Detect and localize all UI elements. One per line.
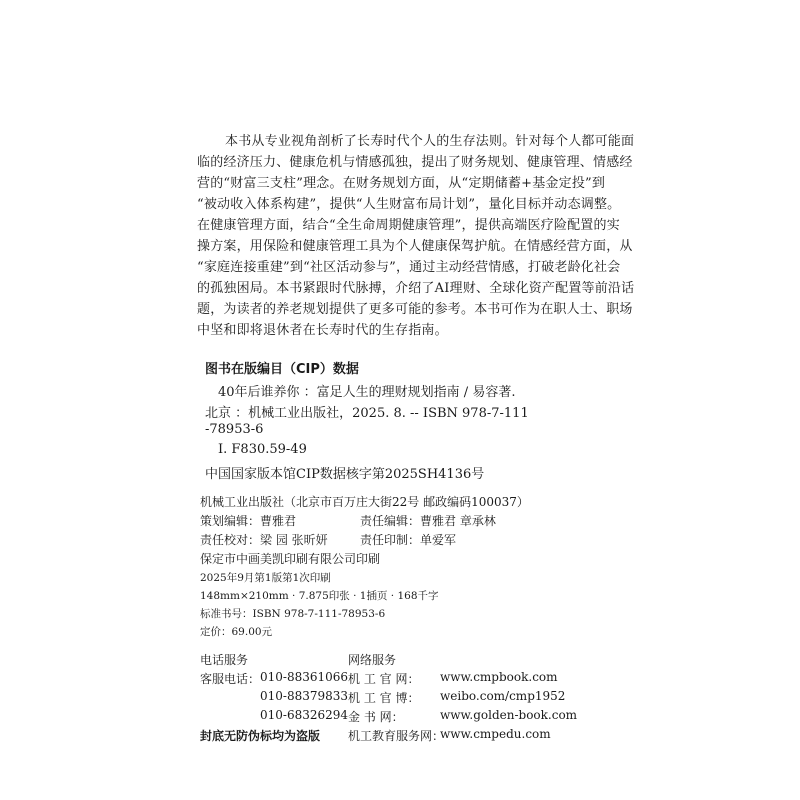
responsible-editor: 责任编辑：曹雅君 章承林 (360, 514, 496, 528)
web-link: www.cmpbook.com (440, 670, 558, 684)
web-label: 机 工 官 博： (348, 691, 420, 705)
phone-number: 010-88379833 (260, 689, 349, 703)
anti-counterfeit-notice: 封底无防伪标均为盗版 (200, 729, 321, 743)
summary-line: 操方案，用保险和健康管理工具为个人健康保驾护航。在情感经营方面，从 (197, 239, 633, 254)
phone-number: 010-68326294 (260, 708, 349, 722)
format-info: 148mm×210mm · 7.875印张 · 1插页 · 168千字 (200, 590, 439, 602)
cip-record-number: 中国国家版本馆CIP数据核字第2025SH4136号 (205, 467, 485, 482)
summary-line: 中坚和即将退休者在长寿时代的生存指南。 (197, 323, 448, 338)
edition-info: 2025年9月第1版第1次印刷 (200, 572, 331, 584)
summary-line: “被动收入体系构建”，提供“人生财富布局计划”，量化目标并动态调整。 (197, 197, 621, 212)
isbn: 标准书号：ISBN 978-7-111-78953-6 (200, 608, 386, 620)
printer: 保定市中画美凯印刷有限公司印刷 (200, 552, 381, 566)
publisher-name: 机械工业出版社（北京市百万庄大街22号 邮政编码100037） (200, 495, 529, 509)
web-label: 机工教育服务网： (348, 729, 445, 743)
cip-line: 北京 ：机械工业出版社，2025. 8. -- ISBN 978-7-111 (205, 406, 529, 421)
summary-line: 题，为读者的养老规划提供了更多可能的参考。本书可作为在职人士、职场 (197, 302, 633, 317)
print-manager: 责任印制：单爱军 (360, 533, 457, 547)
summary-line: 临的经济压力、健康危机与情感孤独，提出了财务规划、健康管理、情感经 (197, 155, 633, 170)
phone-service-heading: 电话服务 (200, 653, 249, 667)
web-link: www.cmpedu.com (440, 727, 551, 741)
cip-line: -78953-6 (205, 422, 264, 437)
summary-line: “家庭连接重建”到“社区活动参与”，通过主动经营情感，打破老龄化社会 (197, 260, 621, 275)
web-label: 金 书 网： (348, 710, 404, 724)
proofreader: 责任校对：梁 园 张昕妍 (200, 533, 328, 547)
cip-heading: 图书在版编目（CIP）数据 (205, 362, 359, 377)
cip-line: 40年后谁养你 ：富足人生的理财规划指南 / 易容著. (218, 385, 516, 400)
phone-number: 010-88361066 (260, 670, 349, 684)
web-link: weibo.com/cmp1952 (440, 689, 566, 703)
summary-line: 本书从专业视角剖析了长寿时代个人的生存法则。针对每个人都可能面 (225, 134, 635, 149)
price: 定价：69.00元 (200, 626, 273, 638)
cip-classification: Ⅰ. F830.59-49 (218, 442, 307, 457)
network-service-heading: 网络服务 (348, 653, 397, 667)
summary-line: 在健康管理方面，结合“全生命周期健康管理”，提供高端医疗险配置的实 (197, 218, 620, 233)
planning-editor: 策划编辑：曹雅君 (200, 514, 297, 528)
summary-line: 的孤独困局。本书紧跟时代脉搏，介绍了AI理财、全球化资产配置等前沿话 (197, 281, 635, 296)
phone-label: 客服电话： (200, 672, 261, 686)
summary-line: 营的“财富三支柱”理念。在财务规划方面，从“定期储蓄+基金定投”到 (197, 176, 606, 191)
web-link: www.golden-book.com (440, 708, 578, 722)
web-label: 机 工 官 网： (348, 672, 420, 686)
